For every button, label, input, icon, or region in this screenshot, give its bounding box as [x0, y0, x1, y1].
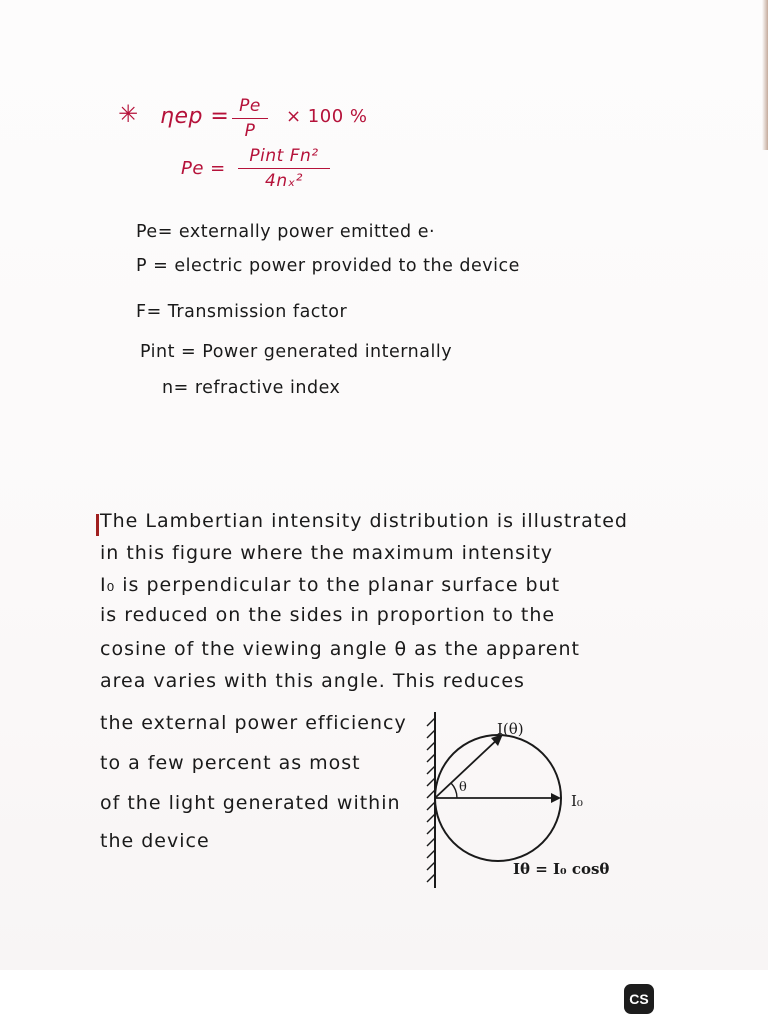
angle-arc	[451, 783, 457, 798]
paragraph-line: The Lambertian intensity distribution is illustrated	[100, 510, 628, 532]
pe-symbol: Pe =	[181, 158, 226, 179]
definition-f: F= Transmission factor	[136, 302, 348, 322]
pe-numerator: Pint Fn²	[249, 146, 319, 166]
definition-n: n= refractive index	[162, 378, 341, 398]
paragraph-line: the device	[100, 830, 210, 852]
surface-hatching	[427, 718, 435, 882]
pe-fraction	[238, 146, 330, 191]
margin-bracket	[96, 514, 99, 536]
itheta-arrow	[435, 736, 501, 798]
fraction-bar	[238, 168, 330, 169]
theta-label: θ	[459, 780, 467, 795]
efficiency-numerator: Pe	[239, 96, 261, 116]
lambertian-diagram	[405, 700, 635, 900]
definition-p: P = electric power provided to the device	[136, 256, 520, 276]
page-edge-shadow	[762, 0, 768, 150]
paragraph-line: to a few percent as most	[100, 752, 361, 774]
paragraph-line: the external power efficiency	[100, 712, 407, 734]
i0-label: I₀	[571, 792, 583, 810]
efficiency-symbol: ηep =	[160, 104, 230, 129]
asterisk-bullet: ✳	[118, 100, 139, 128]
pe-denominator: 4nₓ²	[265, 171, 303, 191]
definition-pint: Pint = Power generated internally	[140, 342, 453, 362]
camscanner-logo: CS	[624, 984, 654, 1014]
paragraph-line: in this figure where the maximum intensity	[100, 542, 554, 564]
efficiency-fraction	[232, 96, 268, 141]
definition-pe: Pe= externally power emitted e·	[136, 222, 436, 242]
fraction-bar	[232, 118, 268, 119]
paragraph-line: I₀ is perpendicular to the planar surface but	[100, 574, 561, 596]
paragraph-line: of the light generated within	[100, 792, 401, 814]
paragraph-line: is reduced on the sides in proportion to the	[100, 604, 556, 626]
itheta-label: I(θ)	[497, 720, 524, 738]
paragraph-line: area varies with this angle. This reduces	[100, 670, 525, 692]
paragraph-line: cosine of the viewing angle θ as the apparent	[100, 638, 580, 660]
times-hundred-percent: × 100 %	[286, 106, 368, 127]
efficiency-denominator: P	[244, 121, 256, 141]
i0-arrowhead	[551, 793, 561, 803]
cosine-law-equation: Iθ = I₀ cosθ	[513, 860, 610, 878]
